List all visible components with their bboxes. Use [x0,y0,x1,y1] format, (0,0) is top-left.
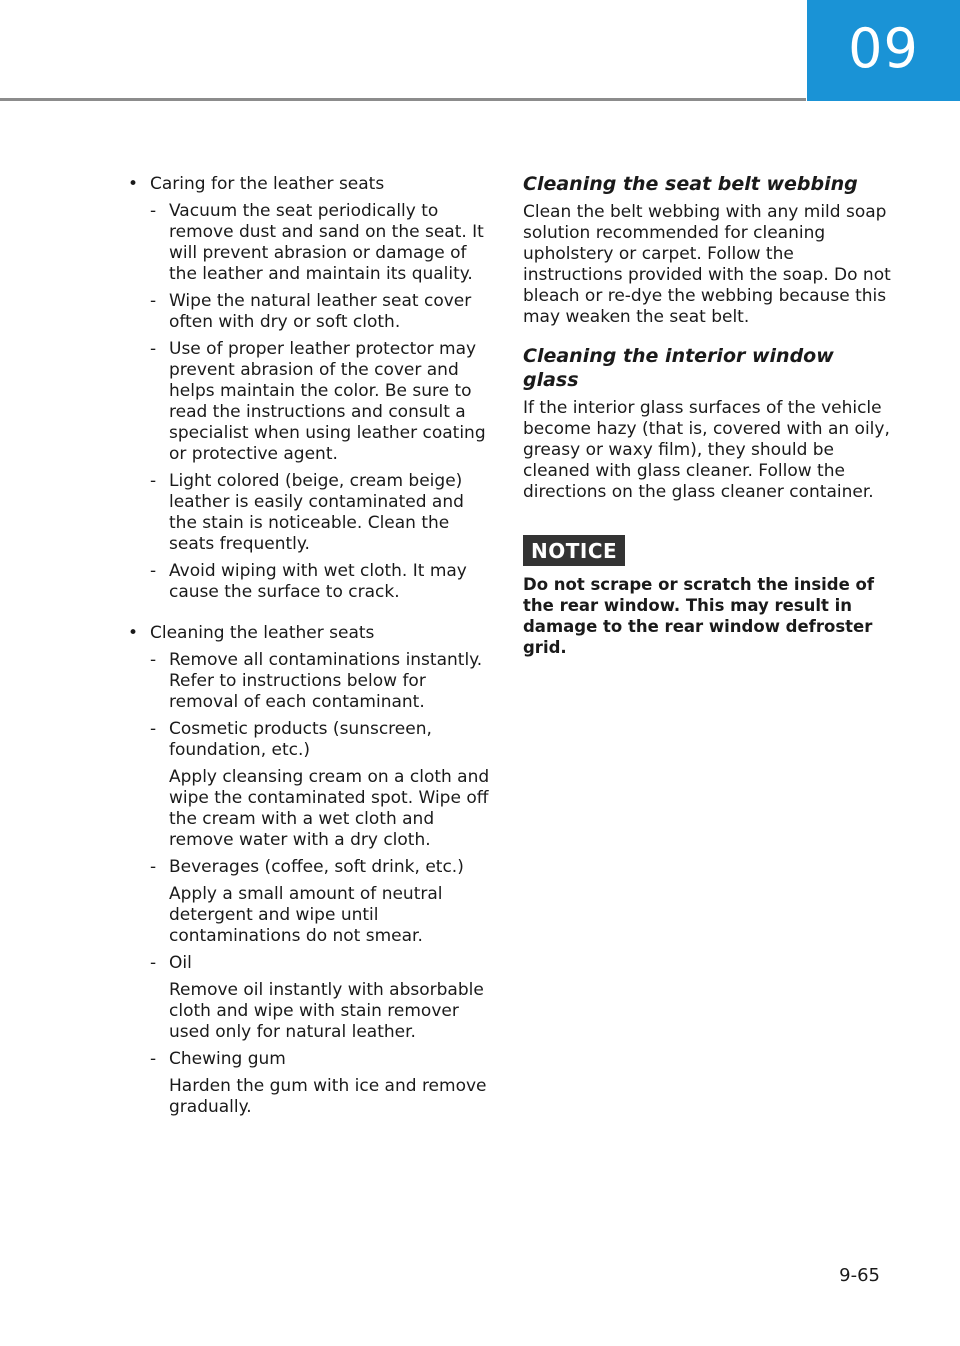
item-text: Remove all contaminations instantly. Refer to instructions below for removal of each contaminant. [169,650,483,712]
list-item [150,471,490,555]
bullet-icon: • [128,623,139,643]
item-text: Remove oil instantly with absorbable cloth and wipe with stain remover used only for natural leather. [169,980,484,1042]
list-item [150,561,490,603]
item-text: Harden the gum with ice and remove gradually. [169,1076,487,1117]
bullet-title: Caring for the leather seats [150,174,385,194]
list-item [150,339,490,465]
dash-icon: - [150,561,157,581]
item-text: Light colored (beige, cream beige) leather is easily contaminated and the stain is noticeable. Clean the seats frequently. [169,471,464,554]
item-text: Apply cleansing cream on a cloth and wipe the contaminated spot. Wipe off the cream with a wet cloth and remove water with a dry cloth. [169,767,490,850]
list-item [150,1049,490,1118]
list-item [150,201,490,285]
section-body-window-glass: If the interior glass surfaces of the vehicle become hazy (that is, covered with an oily, greasy or waxy film), they should be cleaned with glass cleaner. Follow the directions on the glass cleaner container. [523,398,890,502]
bullet-cleaning-leather-seats [128,623,490,1118]
dash-icon: - [150,1049,157,1069]
page-number: 9-65 [839,1265,880,1286]
left-column [128,174,490,1124]
bullet-icon: • [128,174,139,194]
item-text: Avoid wiping with wet cloth. It may cause the surface to crack. [169,561,467,602]
bullet-caring-leather-seats [128,174,490,603]
item-heading: Beverages (coffee, soft drink, etc.) [169,857,464,877]
section-heading-window-glass: Cleaning the interior window glass [523,345,834,391]
item-heading: Chewing gum [169,1049,286,1069]
list-item [150,650,490,713]
section-body-seat-belt: Clean the belt webbing with any mild soap solution recommended for cleaning upholstery or carpet. Follow the instructions provided with the soap. Do not bleach or re-dye the webbing because this may weaken the seat belt. [523,202,891,327]
item-heading: Cosmetic products (sunscreen, foundation, etc.) [169,719,432,760]
item-text: Apply a small amount of neutral detergent and wipe until contaminations do not smear. [169,884,443,946]
list-item [150,953,490,1043]
dash-icon: - [150,719,157,739]
dash-icon: - [150,857,157,877]
right-column [523,172,891,658]
item-text: Wipe the natural leather seat cover often with dry or soft cloth. [169,291,472,332]
dash-icon: - [150,291,157,311]
list-item [150,719,490,851]
list-item [150,857,490,947]
sub-list [150,650,490,1118]
item-heading: Oil [169,953,192,973]
notice-text: Do not scrape or scratch the inside of the rear window. This may result in damage to the rear window defroster grid. [523,575,875,657]
section-heading-seat-belt: Cleaning the seat belt webbing [523,173,858,195]
header-rule [0,98,806,101]
dash-icon: - [150,471,157,491]
dash-icon: - [150,339,157,359]
dash-icon: - [150,953,157,973]
list-item [150,291,490,333]
item-text: Vacuum the seat periodically to remove dust and sand on the seat. It will prevent abrasion or damage of the leather and maintain its quality. [169,201,484,284]
bullet-title: Cleaning the leather seats [150,623,375,643]
notice-badge: NOTICE [523,535,625,566]
chapter-tab: 09 [807,0,960,101]
dash-icon: - [150,650,157,670]
dash-icon: - [150,201,157,221]
item-text: Use of proper leather protector may prevent abrasion of the cover and helps maintain the color. Be sure to read the instructions and consult a specialist when using leather coating or protective agent. [169,339,486,464]
sub-list [150,201,490,603]
